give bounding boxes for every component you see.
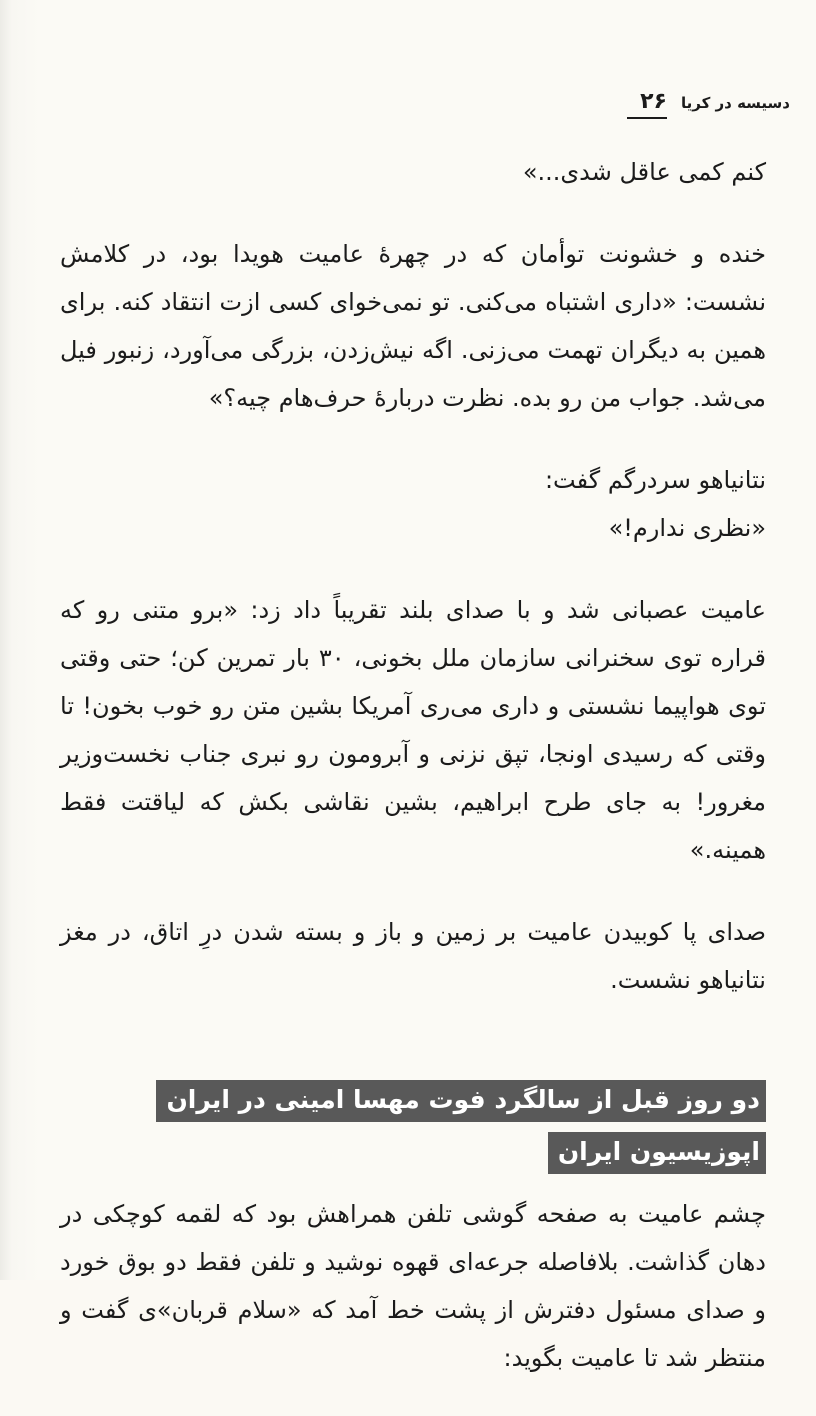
page-header bbox=[627, 86, 790, 120]
paragraph-3: نتانیاهو سردرگم گفت: bbox=[544, 466, 766, 494]
paragraph-4: «نظری ندارم!» bbox=[608, 514, 766, 542]
paragraph-2: خنده و خشونت توأمان که در چهرهٔ عامیت هویدا بود، در کلامش نشست: «داری اشتباه می‌کنی. تو نمی‌خوای کسی ازت انتقاد کنه. برای همین به دیگران تهمت می‌زنی. اگه نیش‌زدن، بزرگی می‌آورد، زنبور فیل می‌شد. جواب من رو بده. نظرت دربارهٔ حرف‌هام چیه؟» bbox=[60, 240, 766, 412]
paragraph-5: عامیت عصبانی شد و با صدای بلند تقریباً داد زد: «برو متنی رو که قراره توی سخنرانی سازمان ملل بخونی، ۳۰ بار تمرین کن؛ حتی وقتی توی هواپیما نشستی و داری می‌ری آمریکا بشین متن رو خوب بخون! تا وقتی که رسیدی اونجا، تپق نزنی و آبرومون رو نبری جناب نخست‌وزیر مغرور! به جای طرح ابراهیم، بشین نقاشی بکش که لیاقتت فقط همینه.» bbox=[60, 596, 767, 864]
section-heading bbox=[60, 1076, 766, 1180]
paragraph-6: صدای پا کوبیدن عامیت بر زمین و باز و بسته شدن درِ اتاق، در مغز نتانیاهو نشست. bbox=[60, 918, 766, 994]
running-title: دسیسه در کریا bbox=[680, 94, 790, 112]
paragraph-1: کنم کمی عاقل شدی...» bbox=[522, 158, 766, 186]
paragraph-after-heading: چشم عامیت به صفحه گوشی تلفن همراهش بود که لقمه کوچکی در دهان گذاشت. بلافاصله جرعه‌ای قهوه نوشید و تلفن فقط دو بوق خورد و صدای مسئول دفترش از پشت خط آمد که «سلام قربان»ی گفت و منتظر شد تا عامیت بگوید: bbox=[60, 1200, 766, 1372]
page-body bbox=[60, 148, 766, 1416]
page-number: ۲۶ bbox=[627, 87, 667, 119]
section-heading-line-2: اپوزیسیون ایران bbox=[548, 1132, 766, 1174]
section-heading-line-1: دو روز قبل از سالگرد فوت مهسا امینی در ایران bbox=[156, 1080, 766, 1122]
